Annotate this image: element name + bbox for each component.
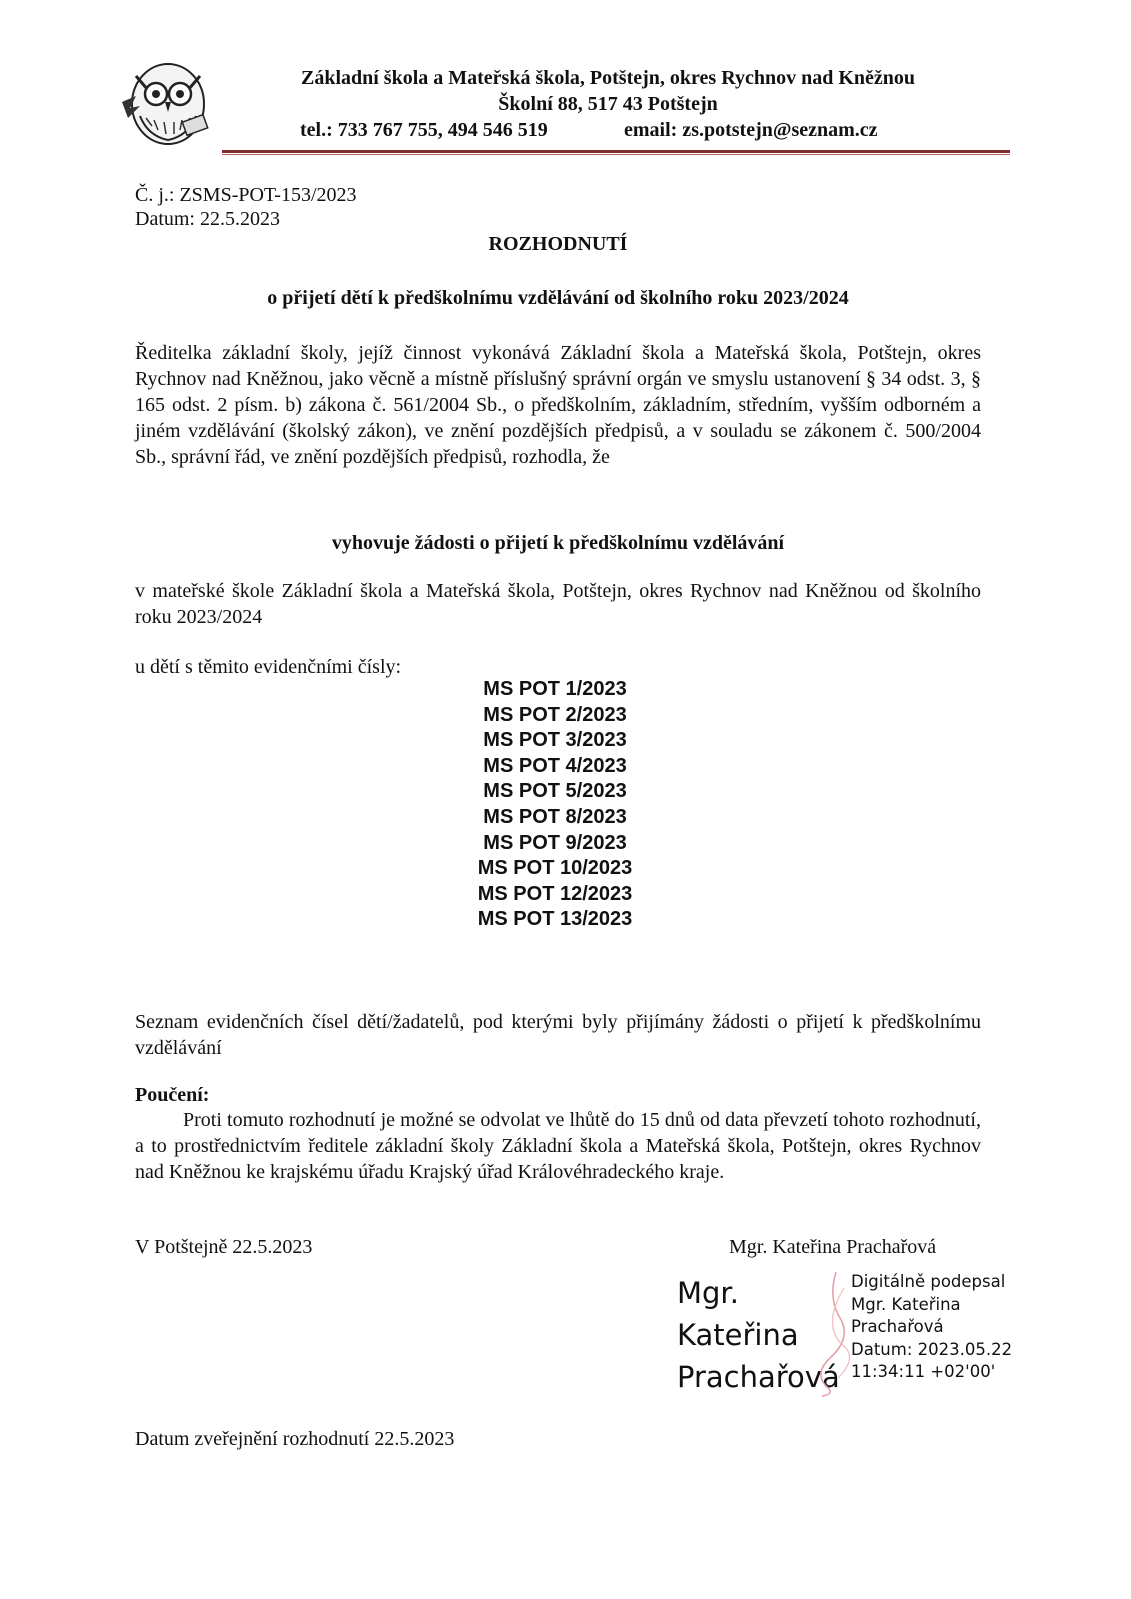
publication-date: Datum zveřejnění rozhodnutí 22.5.2023: [135, 1428, 455, 1450]
header-rule: [222, 150, 1010, 153]
pouceni-heading: Poučení:: [135, 1084, 210, 1106]
evidence-number: MS POT 3/2023: [483, 729, 627, 752]
digital-signature-info: [851, 1271, 1012, 1384]
decision-statement: vyhovuje žádosti o přijetí k předškolnímu vzdělávání: [331, 532, 785, 554]
school-owl-logo: [118, 56, 214, 148]
school-phone: tel.: 733 767 755, 494 546 519: [300, 119, 548, 141]
header-rule-thin: [222, 154, 1010, 155]
signature-info-line: Mgr. Kateřina: [851, 1294, 961, 1314]
document-title: ROZHODNUTÍ: [488, 233, 628, 255]
evidence-number: MS POT 8/2023: [483, 805, 627, 828]
school-address: Školní 88, 517 43 Potštejn: [498, 93, 718, 115]
evidence-number: MS POT 13/2023: [477, 908, 633, 931]
evidence-number-list: [400, 677, 710, 933]
evidence-number: MS POT 10/2023: [477, 857, 633, 880]
evidence-number: MS POT 2/2023: [483, 703, 627, 726]
list-note: Seznam evidenčních čísel dětí/žadatelů, pod kterými byly přijímány žádosti o přijetí k předškolnímu vzdělávání: [135, 1011, 981, 1059]
place-date: V Potštejně 22.5.2023: [135, 1236, 313, 1258]
evidence-number: MS POT 5/2023: [483, 780, 627, 803]
evidence-number: MS POT 4/2023: [483, 754, 627, 777]
evidence-number: MS POT 9/2023: [483, 831, 627, 854]
document-date: Datum: 22.5.2023: [135, 208, 280, 230]
reference-number: Č. j.: ZSMS-POT-153/2023: [135, 184, 357, 206]
signature-name-line: Prachařová: [677, 1360, 840, 1394]
signature-name-line: Mgr.: [677, 1276, 739, 1310]
evidence-number: MS POT 12/2023: [477, 882, 633, 905]
signature-info-line: Digitálně podepsal: [851, 1272, 1006, 1291]
intro-paragraph: Ředitelka základní školy, jejíž činnost vykonává Základní škola a Mateřská škola, Potštejn, okres Rychnov nad Kněžnou, jako věcně a místně příslušný správní orgán ve smyslu ustanovení § 34 odst. 3, § 165 odst. 2 písm. b) zákona č. 561/2004 Sb., o předškolním, základním, středním, vyšším odborném a jiném vzdělávání (školský zákon), ve znění pozdějších předpisů, a v souladu se zákonem č. 500/2004 Sb., správní řád, ve znění pozdějších předpisů, rozhodla, že: [135, 342, 981, 468]
signature-info-line: 11:34:11 +02'00': [851, 1362, 996, 1382]
school-email[interactable]: email: zs.potstejn@seznam.cz: [624, 119, 878, 141]
signature-info-line: Prachařová: [851, 1317, 944, 1337]
signature-name-line: Kateřina: [677, 1318, 799, 1352]
pouceni-text: Proti tomuto rozhodnutí je možné se odvolat ve lhůtě do 15 dnů od data převzetí tohoto rozhodnutí, a to prostřednictvím ředitele základní školy Základní škola a Mateřská škola, Potštejn, okres Rychnov nad Kněžnou ke krajskému úřadu Krajský úřad Královéhradeckého kraje.: [135, 1109, 981, 1183]
evidence-number: MS POT 1/2023: [483, 678, 627, 700]
signatory-name: Mgr. Kateřina Prachařová: [729, 1236, 937, 1258]
school-name: Základní škola a Mateřská škola, Potštejn, okres Rychnov nad Kněžnou: [300, 67, 915, 89]
school-paragraph: v mateřské škole Základní škola a Mateřská škola, Potštejn, okres Rychnov nad Kněžnou od školního roku 2023/2024: [135, 580, 981, 628]
children-intro: u dětí s těmito evidenčními čísly:: [135, 656, 402, 678]
document-subtitle: o přijetí dětí k předškolnímu vzdělávání od školního roku 2023/2024: [267, 287, 849, 309]
signature-info-line: Datum: 2023.05.22: [851, 1339, 1013, 1359]
